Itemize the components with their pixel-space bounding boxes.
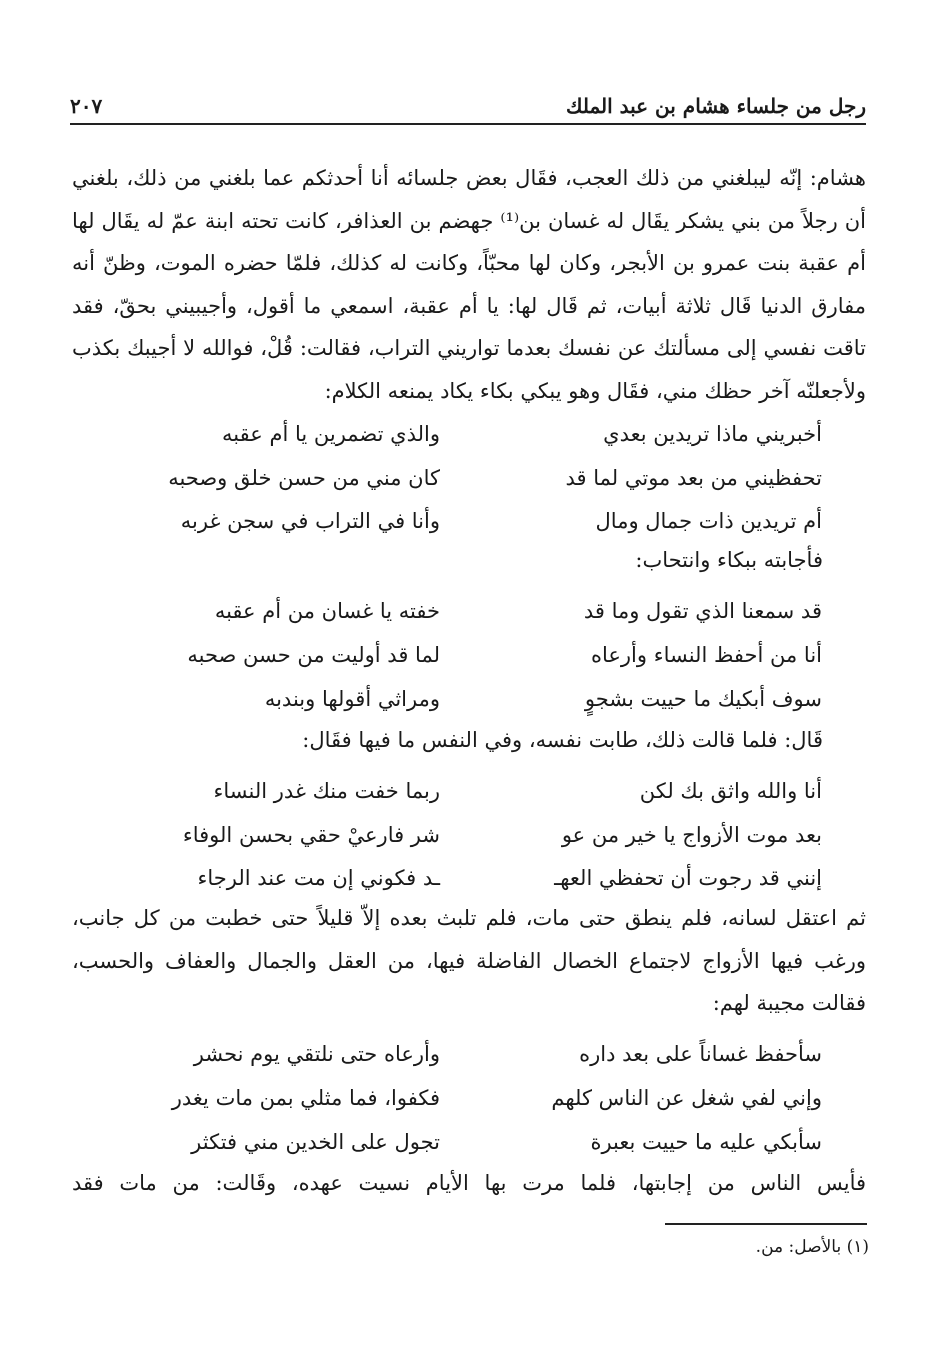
- verse-line: [110, 1077, 822, 1119]
- verse-line: [110, 500, 822, 542]
- verse-second-hemistich: والذي تضمرين يا أم عقبه: [222, 422, 440, 446]
- verse-line: [110, 814, 822, 856]
- footnote-rule: [665, 1223, 867, 1225]
- paragraph-closing: فأيس الناس من إجابتها، فلما مرت بها الأيام نسيت عهده، وقَالت: من مات فقد: [72, 1171, 866, 1195]
- page-number: ٢٠٧: [70, 94, 103, 118]
- verse-line: [110, 678, 822, 720]
- verse-first-hemistich: بعد موت الأزواج يا خير من عو: [561, 823, 822, 847]
- verse-first-hemistich: أم تريدين ذات جمال ومال: [595, 509, 822, 533]
- verse-first-hemistich: وإني لفي شغل عن الناس كلهم: [551, 1086, 822, 1110]
- verse-first-hemistich: أنا والله واثق بك لكن: [639, 779, 822, 803]
- verse-line: [110, 857, 822, 899]
- verse-first-hemistich: قد سمعنا الذي تقول وما قد: [583, 599, 822, 623]
- verse-second-hemistich: شر فارعيْ حقي بحسن الوفاء: [182, 823, 440, 847]
- narration-line: فأجابته ببكاء وانتحاب:: [635, 548, 823, 572]
- verse-first-hemistich: سأحفظ غساناً على بعد داره: [579, 1042, 822, 1066]
- verse-line: [110, 1121, 822, 1163]
- verse-line: [110, 413, 822, 455]
- verse-line: [110, 1033, 822, 1075]
- paragraph-middle: ثم اعتقل لسانه، فلم ينطق حتى مات، فلم تلبث بعده إلاّ قليلاً حتى خطبت من كل جانب، ورغب فيها الأزواج لاجتماع الخصال الفاضلة فيها، من العقل والجمال والعفاف والحسب، فقالت مجيبة لهم:: [72, 906, 866, 1015]
- page-header: [70, 84, 866, 118]
- verse-second-hemistich: خفته يا غسان من أم عقبه: [214, 599, 440, 623]
- verse-second-hemistich: تجول على الخدين مني فتكثر: [191, 1130, 440, 1154]
- verse-second-hemistich: وأنا في التراب في سجن غربه: [180, 509, 440, 533]
- verse-line: [110, 590, 822, 632]
- verse-first-hemistich: أخبريني ماذا تريدين بعدي: [603, 422, 822, 446]
- verse-first-hemistich: سأبكي عليه ما حييت بعبرة: [590, 1130, 822, 1154]
- verse-first-hemistich: سوف أبكيك ما حييت بشجوٍ: [584, 687, 822, 711]
- verse-first-hemistich: تحفظيني من بعد موتي لما قد: [565, 466, 822, 490]
- header-rule: [70, 123, 866, 125]
- verse-line: [110, 634, 822, 676]
- running-title: رجل من جلساء هشام بن عبد الملك: [565, 94, 866, 118]
- paragraph-opening: هشام: إنّه ليبلغني من ذلك العجب، فقَال بعض جلسائه أنا أحدثكم عما بلغني من ذلك، بلغني أن رجلاً من بني يشكر يقَال له غسان بن⁽¹⁾ جهضم بن العذافر، كانت تحته ابنة عمّ له يقَال لها أم عقبة بنت عمرو بن الأبجر، وكان لها محبّاً، وكانت له كذلك، فلمّا حضره الموت، وظنّ أنه مفارق الدنيا قَال ثلاثة أبيات، ثم قَال لها: يا أم عقبة، اسمعي ما أقول، وأجيبيني بحقّ، فقد تاقت نفسي إلى مسألتك عن نفسك بعدما تواريني التراب، فقالت: قُلْ، فوالله لا أجيبك بكذب ولأجعلنّه آخر حظك مني، فقَال وهو يبكي بكاء يكاد يمنعه الكلام:: [72, 166, 867, 403]
- verse-line: [110, 770, 822, 812]
- narration-line: قَال: فلما قالت ذلك، طابت نفسه، وفي النفس ما فيها فقَال:: [302, 728, 823, 752]
- verse-line: [110, 457, 822, 499]
- verse-first-hemistich: أنا من أحفظ النساء وأرعاه: [590, 643, 822, 667]
- verse-second-hemistich: ربما خفت منك غدر النساء: [213, 779, 440, 803]
- verse-first-hemistich: إنني قد رجوت أن تحفظي العهـ: [554, 866, 822, 890]
- verse-second-hemistich: ومراثي أقولها وبندبه: [264, 687, 440, 711]
- verse-second-hemistich: كان مني من حسن خلق وصحبه: [168, 466, 440, 490]
- verse-second-hemistich: فكفوا، فما مثلي بمن مات يغدر: [171, 1086, 440, 1110]
- verse-second-hemistich: ـد فكوني إن مت عند الرجاء: [197, 866, 440, 890]
- footnote: (١) بالأصل: من.: [755, 1237, 869, 1257]
- verse-second-hemistich: لما قد أوليت من حسن صحبه: [187, 643, 440, 667]
- verse-second-hemistich: وأرعاه حتى نلتقي يوم نحشر: [193, 1042, 440, 1066]
